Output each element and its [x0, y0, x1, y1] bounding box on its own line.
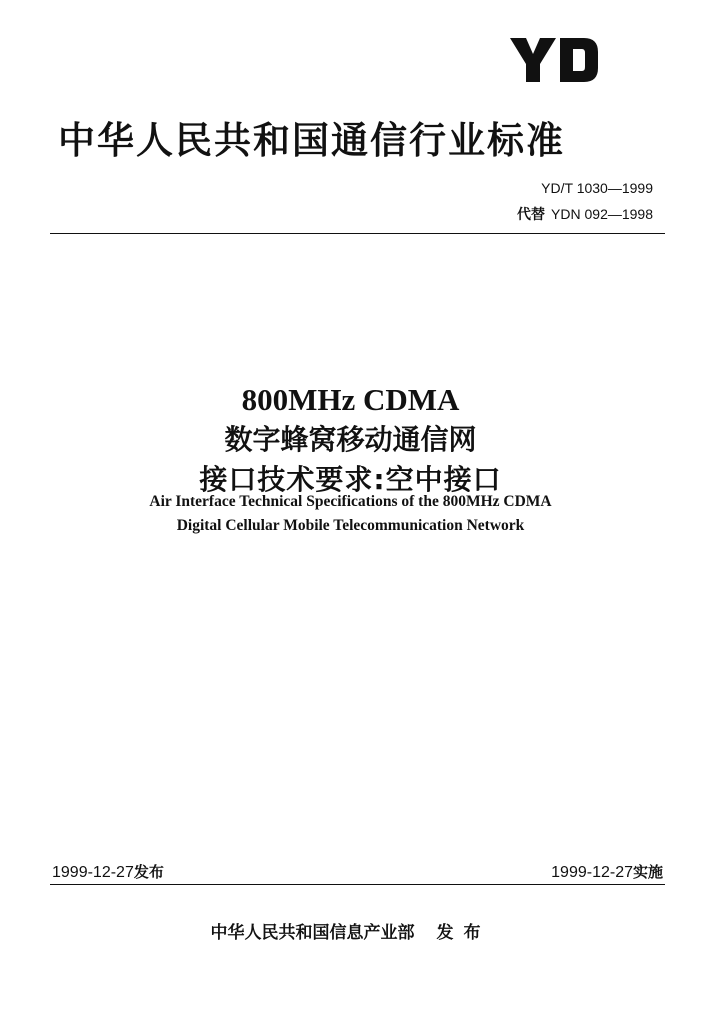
- document-title-en-line1: Air Interface Technical Specifications of the 800MHz CDMA: [149, 493, 552, 510]
- replaces-number: YDN 092—1998: [551, 206, 653, 222]
- footer-divider: [50, 884, 665, 885]
- publisher-line: [0, 918, 701, 943]
- document-title-line2: 接口技术要求:空中接口: [199, 463, 502, 496]
- document-title-zh: [0, 380, 701, 500]
- yd-logo: [508, 34, 600, 86]
- publisher-action: 发布: [436, 923, 491, 943]
- issue-date-label: 发布: [133, 863, 164, 881]
- header-divider: [50, 233, 665, 234]
- standard-number: YD/T 1030—1999: [541, 180, 653, 196]
- document-title-prefix: 800MHz CDMA: [241, 382, 460, 417]
- effective-date: [551, 861, 663, 882]
- replaces-line: [517, 204, 653, 224]
- yd-logo-letter-y: [510, 38, 556, 82]
- document-title-en: [0, 490, 701, 538]
- document-title-suffix: 数字蜂窝移动通信网: [224, 423, 477, 456]
- yd-logo-letter-d: [560, 38, 598, 82]
- effective-date-label: 实施: [632, 863, 663, 881]
- document-title-line1: [0, 380, 701, 460]
- replaces-label: 代替: [517, 206, 546, 222]
- publisher-name: 中华人民共和国信息产业部: [210, 923, 415, 943]
- issue-date-value: 1999-12-27: [52, 864, 134, 881]
- effective-date-value: 1999-12-27: [551, 864, 633, 881]
- document-title-en-line2: Digital Cellular Mobile Telecommunication Network: [176, 517, 525, 534]
- issue-date: [52, 861, 164, 882]
- standard-category-title: 中华人民共和国通信行业标准: [58, 119, 565, 162]
